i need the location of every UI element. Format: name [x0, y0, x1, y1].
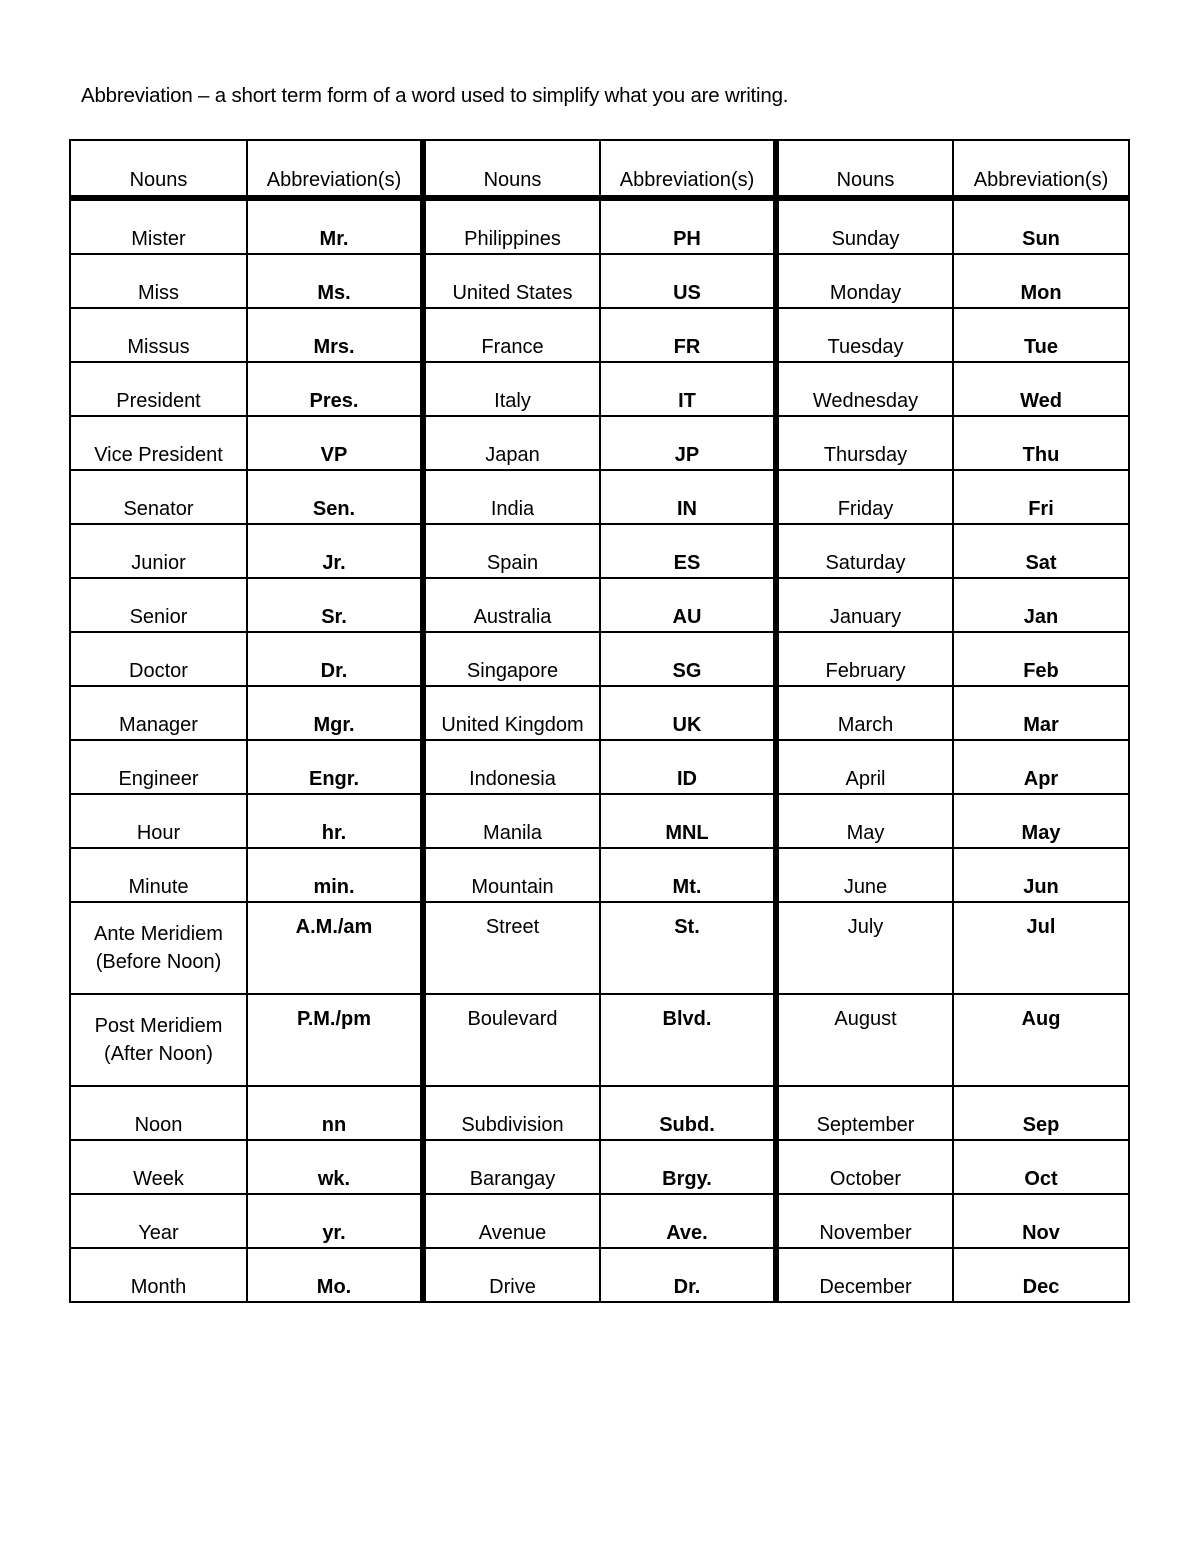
noun-cell: United Kingdom [423, 686, 600, 740]
noun-cell: Indonesia [423, 740, 600, 794]
abbreviation-cell: Jan [953, 578, 1129, 632]
abbreviation-cell: wk. [247, 1140, 423, 1194]
noun-cell: Spain [423, 524, 600, 578]
table-row [70, 794, 1129, 848]
noun-cell: Mountain [423, 848, 600, 902]
noun-cell: Week [70, 1140, 247, 1194]
abbreviation-cell: IT [600, 362, 776, 416]
abbreviation-cell: St. [600, 902, 776, 994]
noun-cell: President [70, 362, 247, 416]
abbreviation-cell: Brgy. [600, 1140, 776, 1194]
noun-cell: Boulevard [423, 994, 600, 1086]
noun-cell: Avenue [423, 1194, 600, 1248]
abbreviation-cell: ES [600, 524, 776, 578]
abbreviation-cell: Apr [953, 740, 1129, 794]
table-row [70, 578, 1129, 632]
abbreviation-cell: A.M./am [247, 902, 423, 994]
noun-cell: Doctor [70, 632, 247, 686]
table-row [70, 308, 1129, 362]
abbreviation-cell: yr. [247, 1194, 423, 1248]
abbreviation-cell: VP [247, 416, 423, 470]
abbreviation-cell: Sep [953, 1086, 1129, 1140]
noun-cell: Singapore [423, 632, 600, 686]
table-row [70, 740, 1129, 794]
abbreviation-cell: Sr. [247, 578, 423, 632]
noun-cell: Manila [423, 794, 600, 848]
page-title: Abbreviation – a short term form of a word used to simplify what you are writing. [81, 84, 789, 107]
abbreviation-cell: UK [600, 686, 776, 740]
table-row [70, 1140, 1129, 1194]
noun-cell: March [776, 686, 953, 740]
abbreviation-cell: Blvd. [600, 994, 776, 1086]
abbreviation-table [69, 139, 1130, 1303]
table-row [70, 524, 1129, 578]
table-row [70, 848, 1129, 902]
noun-cell: Saturday [776, 524, 953, 578]
abbreviation-cell: Jul [953, 902, 1129, 994]
noun-cell: Vice President [70, 416, 247, 470]
noun-line: Post Meridiem [94, 1015, 223, 1037]
abbreviation-cell: Dr. [600, 1248, 776, 1302]
abbreviation-cell: Tue [953, 308, 1129, 362]
noun-cell: Italy [423, 362, 600, 416]
noun-cell: January [776, 578, 953, 632]
noun-cell: Tuesday [776, 308, 953, 362]
abbreviation-cell: SG [600, 632, 776, 686]
table-row [70, 362, 1129, 416]
noun-cell: July [776, 902, 953, 994]
abbreviation-cell: FR [600, 308, 776, 362]
abbreviation-cell: min. [247, 848, 423, 902]
noun-cell: Senator [70, 470, 247, 524]
noun-cell: April [776, 740, 953, 794]
noun-cell [70, 902, 247, 994]
abbreviation-cell: AU [600, 578, 776, 632]
column-header-abbreviations: Abbreviation(s) [953, 140, 1129, 198]
noun-cell: Engineer [70, 740, 247, 794]
noun-cell: Philippines [423, 198, 600, 254]
abbreviation-cell: Mgr. [247, 686, 423, 740]
noun-cell: February [776, 632, 953, 686]
abbreviation-cell: MNL [600, 794, 776, 848]
noun-cell: Miss [70, 254, 247, 308]
noun-cell: Wednesday [776, 362, 953, 416]
abbreviation-cell: IN [600, 470, 776, 524]
abbreviation-cell: Mt. [600, 848, 776, 902]
noun-cell [70, 994, 247, 1086]
noun-cell: Sunday [776, 198, 953, 254]
column-header-nouns: Nouns [423, 140, 600, 198]
abbreviation-cell: Mar [953, 686, 1129, 740]
noun-cell: Senior [70, 578, 247, 632]
noun-cell: Street [423, 902, 600, 994]
abbreviation-cell: Mon [953, 254, 1129, 308]
noun-cell: Drive [423, 1248, 600, 1302]
noun-cell: August [776, 994, 953, 1086]
noun-cell: November [776, 1194, 953, 1248]
column-header-abbreviations: Abbreviation(s) [600, 140, 776, 198]
table-row [70, 686, 1129, 740]
abbreviation-cell: Fri [953, 470, 1129, 524]
abbreviation-cell: nn [247, 1086, 423, 1140]
noun-cell: Barangay [423, 1140, 600, 1194]
abbreviation-cell: P.M./pm [247, 994, 423, 1086]
table-row [70, 254, 1129, 308]
abbreviation-cell: US [600, 254, 776, 308]
abbreviation-cell: Mrs. [247, 308, 423, 362]
noun-cell: Manager [70, 686, 247, 740]
abbreviation-cell: Thu [953, 416, 1129, 470]
column-header-abbreviations: Abbreviation(s) [247, 140, 423, 198]
table-row [70, 198, 1129, 254]
abbreviation-cell: Mo. [247, 1248, 423, 1302]
noun-cell: India [423, 470, 600, 524]
noun-cell: Missus [70, 308, 247, 362]
table-row [70, 470, 1129, 524]
abbreviation-cell: Aug [953, 994, 1129, 1086]
abbreviation-cell: Sen. [247, 470, 423, 524]
abbreviation-cell: JP [600, 416, 776, 470]
noun-line: Ante Meridiem [94, 923, 223, 945]
table-row [70, 1248, 1129, 1302]
abbreviation-cell: May [953, 794, 1129, 848]
noun-cell: Junior [70, 524, 247, 578]
noun-cell: Thursday [776, 416, 953, 470]
table-row [70, 902, 1129, 994]
abbreviation-cell: Engr. [247, 740, 423, 794]
noun-cell: September [776, 1086, 953, 1140]
noun-cell: Subdivision [423, 1086, 600, 1140]
noun-cell: May [776, 794, 953, 848]
noun-cell: Noon [70, 1086, 247, 1140]
noun-cell: France [423, 308, 600, 362]
abbreviation-cell: Mr. [247, 198, 423, 254]
abbreviation-cell: Sun [953, 198, 1129, 254]
noun-cell: Friday [776, 470, 953, 524]
abbreviation-cell: Sat [953, 524, 1129, 578]
noun-cell: December [776, 1248, 953, 1302]
abbreviation-cell: Dr. [247, 632, 423, 686]
abbreviation-cell: Oct [953, 1140, 1129, 1194]
abbreviation-cell: PH [600, 198, 776, 254]
abbreviation-cell: Jr. [247, 524, 423, 578]
table-row [70, 416, 1129, 470]
table-row [70, 994, 1129, 1086]
noun-cell: United States [423, 254, 600, 308]
noun-cell: June [776, 848, 953, 902]
abbreviation-cell: Ms. [247, 254, 423, 308]
noun-line: (After Noon) [104, 1043, 213, 1065]
abbreviation-cell: Pres. [247, 362, 423, 416]
column-header-nouns: Nouns [70, 140, 247, 198]
noun-cell: Month [70, 1248, 247, 1302]
table-row [70, 1194, 1129, 1248]
abbreviation-cell: Feb [953, 632, 1129, 686]
abbreviation-cell: Jun [953, 848, 1129, 902]
noun-cell: Hour [70, 794, 247, 848]
abbreviation-cell: Dec [953, 1248, 1129, 1302]
abbreviation-cell: Wed [953, 362, 1129, 416]
noun-cell: Monday [776, 254, 953, 308]
noun-cell: Japan [423, 416, 600, 470]
column-header-nouns: Nouns [776, 140, 953, 198]
table-row [70, 1086, 1129, 1140]
table-row [70, 632, 1129, 686]
abbreviation-cell: ID [600, 740, 776, 794]
abbreviation-cell: Ave. [600, 1194, 776, 1248]
noun-cell: October [776, 1140, 953, 1194]
noun-cell: Year [70, 1194, 247, 1248]
noun-cell: Australia [423, 578, 600, 632]
abbreviation-cell: Nov [953, 1194, 1129, 1248]
noun-cell: Minute [70, 848, 247, 902]
noun-line: (Before Noon) [95, 951, 222, 973]
header-row [70, 140, 1129, 198]
abbreviation-cell: Subd. [600, 1086, 776, 1140]
abbreviation-cell: hr. [247, 794, 423, 848]
noun-cell: Mister [70, 198, 247, 254]
